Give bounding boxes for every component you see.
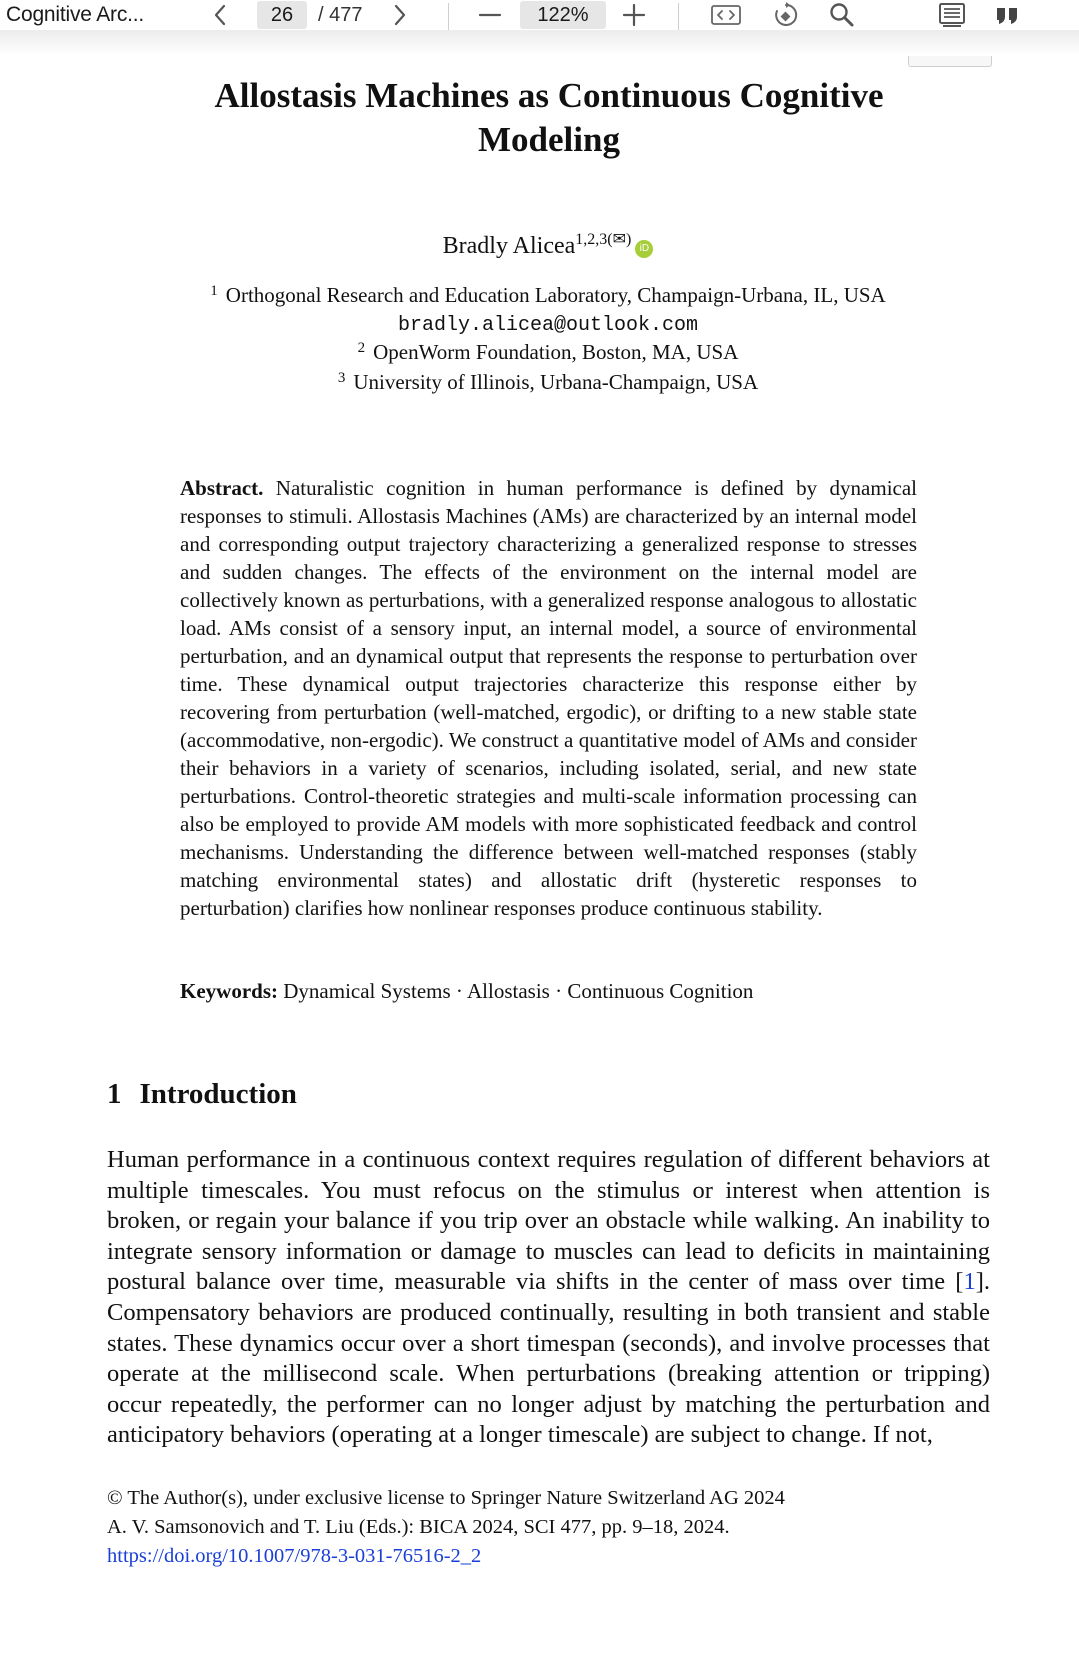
fit-page-icon [710, 3, 742, 27]
sidebar-icon [937, 2, 967, 28]
author-affiliation-marks: 1,2,3(✉) [575, 231, 632, 248]
comment-button[interactable] [993, 0, 1023, 30]
zoom-out-button[interactable] [477, 0, 503, 30]
page-total: / 477 [318, 3, 363, 26]
citation-link[interactable]: 1 [963, 1268, 976, 1296]
section-heading [107, 1078, 297, 1111]
panel-tab[interactable] [908, 56, 992, 67]
chevron-left-icon [213, 4, 227, 26]
zoom-level[interactable]: 122% [520, 1, 606, 29]
document-title: Cognitive Arc... [6, 3, 145, 26]
affiliation-number: 1 [210, 283, 218, 299]
affiliation-number: 3 [337, 370, 346, 386]
affiliation-text: Orthogonal Research and Education Laboratory, Champaign-Urbana, IL, USA [225, 283, 886, 307]
keywords-label: Keywords: [180, 979, 278, 1003]
orcid-icon[interactable]: iD [635, 240, 653, 258]
keywords [180, 977, 917, 1005]
paper-title: Allostasis Machines as Continuous Cognitive Modeling [214, 76, 884, 159]
doi-link[interactable]: https://doi.org/10.1007/978-3-031-76516-2_2 [107, 1545, 482, 1567]
author-email [0, 314, 1079, 337]
page-number-input[interactable]: 26 [257, 1, 307, 29]
keywords-text: Dynamical Systems · Allostasis · Continuous Cognition [283, 979, 754, 1003]
toolbar-shadow [0, 30, 1079, 56]
zoom-in-button[interactable] [621, 0, 647, 30]
comment-icon [993, 3, 1023, 27]
intro-text: Human performance in a continuous context requires regulation of different behaviors at multiple timescales. You must refocus on the stimulus or interest when attention is broken, or regain your balance if you trip over an obstacle while walking. An inability to integrate sensory information or damage to muscles can lead to deficits in maintaining postural balance over time, measurable via shifts in the center of mass over time [ [107, 1146, 990, 1296]
toolbar-divider [448, 3, 449, 33]
affiliation-number: 2 [357, 340, 366, 356]
pdf-toolbar [0, 0, 1079, 30]
affiliation-text: University of Illinois, Urbana-Champaign, USA [353, 370, 759, 394]
fit-page-button[interactable] [710, 0, 742, 30]
rotate-icon [772, 1, 800, 29]
author-name: Bradly Alicea [442, 233, 576, 259]
sidebar-toggle-button[interactable] [937, 0, 967, 30]
page-footer [107, 1484, 990, 1571]
search-icon [828, 1, 856, 29]
abstract-label: Abstract. [180, 476, 264, 500]
rotate-button[interactable] [772, 0, 800, 30]
affiliation-3 [0, 370, 1079, 395]
zoom-out-icon [478, 3, 502, 27]
section-number: 1 [107, 1078, 122, 1110]
affiliation-1 [0, 283, 1079, 308]
intro-text-continued: ]. Compensatory behaviors are produced continually, resulting in both transient and stable states. These dynamics occur over a short timespan (seconds), and involve processes that operate at the millisecond scale. When perturbations (breaking attention or tripping) occur repeatedly, the performer can no longer adjust by matching the perturbation and anticipatory behaviors (operating at a longer timescale) are subject to change. If not, [107, 1268, 990, 1449]
email-text: bradly.alicea@outlook.com [397, 314, 699, 337]
chevron-right-icon [393, 4, 407, 26]
search-button[interactable] [828, 0, 856, 30]
affiliation-2 [0, 340, 1079, 365]
toolbar-divider [678, 3, 679, 33]
affiliation-text: OpenWorm Foundation, Boston, MA, USA [373, 340, 739, 364]
introduction-paragraph [107, 1145, 990, 1451]
zoom-in-icon [622, 3, 646, 27]
previous-page-button[interactable] [207, 0, 233, 30]
next-page-button[interactable] [387, 0, 413, 30]
citation-line: A. V. Samsonovich and T. Liu (Eds.): BICA 2024, SCI 477, pp. 9–18, 2024. [107, 1516, 730, 1538]
abstract [180, 474, 917, 922]
copyright-line: © The Author(s), under exclusive license to Springer Nature Switzerland AG 2024 [107, 1487, 785, 1509]
section-title: Introduction [139, 1078, 297, 1110]
abstract-text: Naturalistic cognition in human performance is defined by dynamical responses to stimuli. Allostasis Machines (AMs) are characterized by an internal model and corresponding output trajectory characterizing a generalized response to stresses and sudden changes. The effects of the environment on the internal model are collectively known as perturbations, with a generalized response analogous to allostatic load. AMs consist of a sensory input, an internal model, a source of environmental perturbation, and an dynamical output that represents the response to perturbation over time. These dynamical output trajectories characterize this response either by recovering from perturbation (well-matched, ergodic), or drifting to a new stable state (accommodative, non-ergodic). We construct a quantitative model of AMs and consider their behaviors in a variety of scenarios, including isolated, serial, and new state perturbations. Control-theoretic strategies and multi-scale information processing can also be employed to provide AM models with more sophisticated feedback and control mechanisms. Understanding the difference between well-matched responses (stably matching environmental states) and allostatic drift (hysteretic responses to perturbation) clarifies how nonlinear responses produce continuous stability. [180, 476, 918, 920]
author-line [0, 229, 1079, 260]
